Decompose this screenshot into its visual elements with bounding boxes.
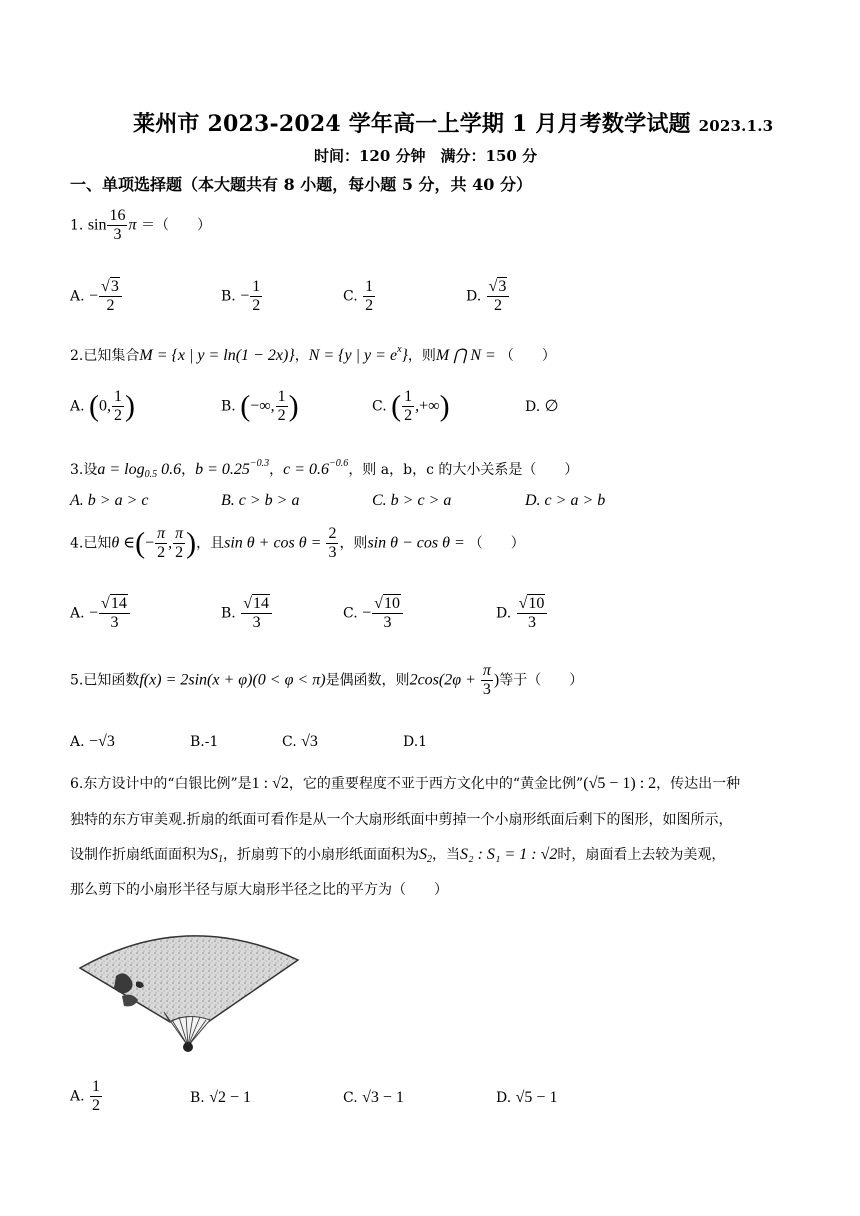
q5-option-b: B.-1 xyxy=(190,734,219,750)
q2-option-b: B. (−∞, $\frac{1}{2}$ ) xyxy=(221,388,299,424)
q1-option-a: A. − $\frac{√3}{2}$ xyxy=(70,278,123,315)
q5-option-c: C. √3 xyxy=(282,733,318,750)
q3-option-c: C. b > c > a xyxy=(372,492,452,509)
q5-option-a: A. −√3 xyxy=(70,733,115,750)
q6-option-c: C. √3 − 1 xyxy=(343,1089,404,1106)
q2-set-m: M = {x | y = ln(1 − 2x)} xyxy=(139,347,295,364)
q2-option-a: A. (0, $\frac{1}{2}$ ) xyxy=(70,388,136,424)
q3-option-b: B. c > b > a xyxy=(221,492,300,509)
q6-option-d: D. √5 − 1 xyxy=(496,1089,558,1106)
section-heading: 一、单项选择题（本大题共有 8 小题，每小题 5 分，共 40 分） xyxy=(70,175,532,194)
q5-option-d: D.1 xyxy=(403,734,428,750)
q1-option-d: D. $\frac{√3}{2}$ xyxy=(466,278,510,315)
question-4: 4.已知θ ∈(− $\frac{\pi}{2}$ , $\frac{\pi}{2}$ )，且sin θ + cos θ = $\frac{2}{3}$ ，则sin θ − cos θ = （ ） xyxy=(70,525,525,561)
q2-set-n: N = {y | $y = e^x$} xyxy=(308,344,408,364)
q4-option-d: D. $\frac{√10}{3}$ xyxy=(496,595,548,632)
q6-line-1: 6.东方设计中的“白银比例”是1 : √2，它的重要程度不亚于西方文化中的“黄金比例”(√5 − 1) : 2，传达出一种 xyxy=(70,775,741,792)
q1-number: 1. xyxy=(70,217,84,234)
q4-option-b: B. $\frac{√14}{3}$ xyxy=(221,595,273,632)
q4-option-a: A. − $\frac{√14}{3}$ xyxy=(70,595,131,632)
q2-option-d: D. ∅ xyxy=(525,398,559,415)
q2-option-c: C. ( $\frac{1}{2}$ ,+∞) xyxy=(372,388,450,424)
q4-option-c: C. − $\frac{√10}{3}$ xyxy=(343,595,404,632)
question-1: 1. sin $\frac{16}{3}$ π ＝（ ） xyxy=(70,207,211,243)
exam-time-info: 时间：120 分钟 满分：150 分 xyxy=(314,147,538,165)
q6-option-a: A. $\frac{1}{2}$ xyxy=(70,1078,101,1114)
question-5: 5.已知函数f(x) = 2sin(x + φ)(0 < φ < π)是偶函数，则2cos(2φ + $\frac{\pi}{3}$ )等于（ ） xyxy=(70,662,584,698)
question-2: 2.已知集合M = {x | y = ln(1 − 2x)}，N = {y | $y = e^x$}，则M ⋂ N = （ ） xyxy=(70,344,556,364)
q6-line-2: 独特的东方审美观.折扇的纸面可看作是从一个大扇形纸面中剪掉一个小扇形纸面后剩下的图形，如图所示， xyxy=(70,812,733,828)
q3-option-d: D. c > a > b xyxy=(525,492,606,509)
page-title xyxy=(133,107,773,138)
q6-option-b: B. √2 − 1 xyxy=(190,1089,252,1106)
q6-line-3: 设制作折扇纸面面积为S1，折扇剪下的小扇形纸面面积为S2，当S₂ : S₁ = 1 : √2时，扇面看上去较为美观， xyxy=(70,846,726,865)
q3-option-a: A. b > a > c xyxy=(70,492,149,509)
title-text: 莱州市 2023-2024 学年高一上学期 1 月月考数学试题 xyxy=(133,111,691,137)
q1-blank: ＝（ ） xyxy=(140,217,211,234)
folding-fan-image xyxy=(76,916,302,1056)
q1-fraction: $\frac{16}{3}$ xyxy=(109,207,126,243)
q1-option-b: B. − $\frac{1}{2}$ xyxy=(221,278,261,314)
question-3: 3.设a = log0.5 0.6，$b = 0.25^{-0.3}$，$c = 0.6^{-0.6}$，则 a，b，c 的大小关系是（ ） xyxy=(70,458,579,480)
q6-line-4: 那么剪下的小扇形半径与原大扇形半径之比的平方为（ ） xyxy=(70,882,448,898)
q1-option-c: C. $\frac{1}{2}$ xyxy=(343,278,374,314)
title-date: 2023.1.3 xyxy=(698,117,774,135)
